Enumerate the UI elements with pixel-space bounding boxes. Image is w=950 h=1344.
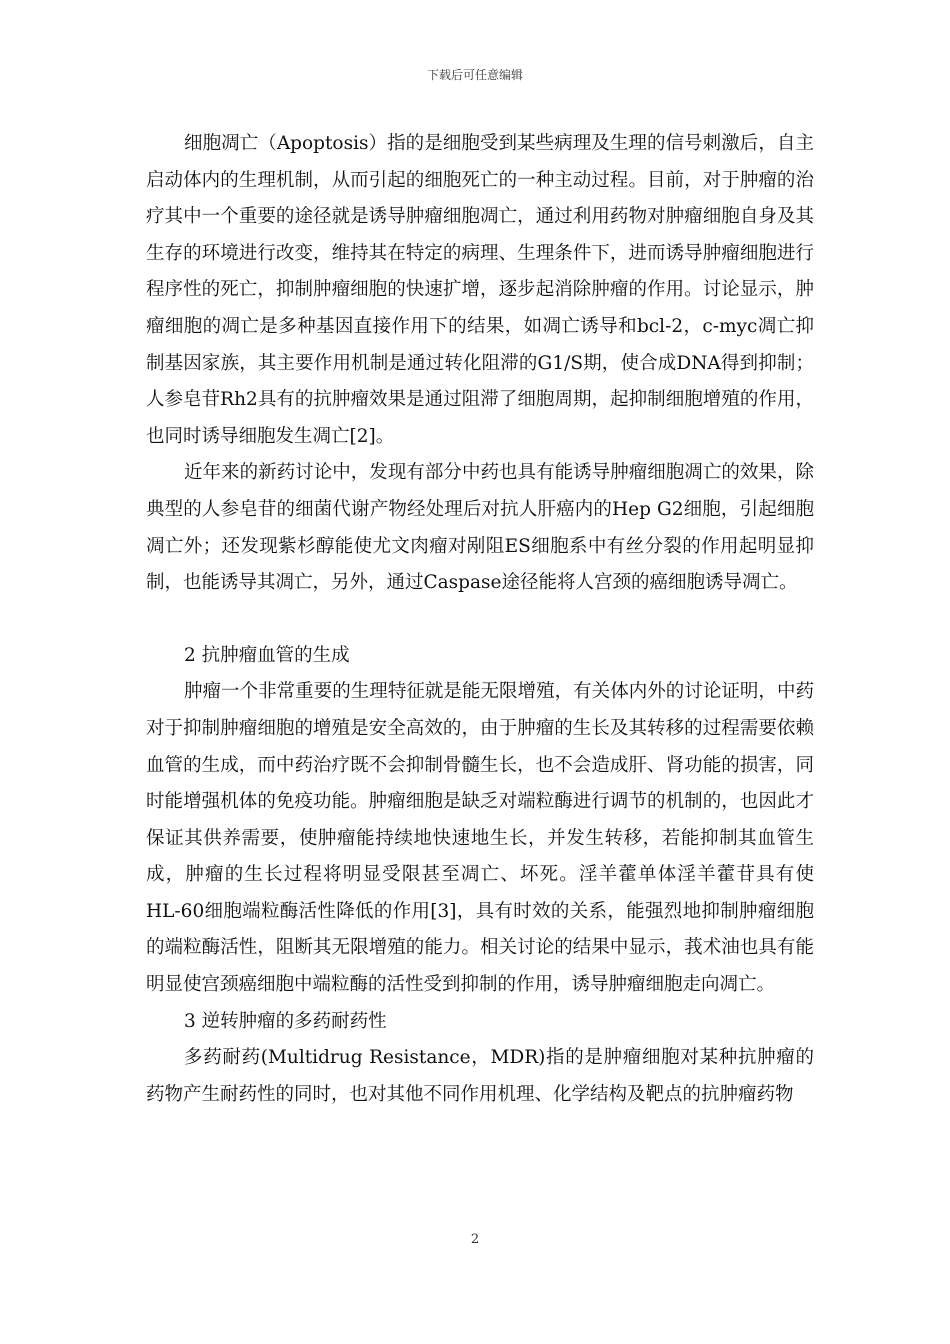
page-number: 2 <box>470 1232 480 1247</box>
paragraph-angiogenesis: 肿瘤一个非常重要的生理特征就是能无限增殖，有关体内外的讨论证明，中药对于抑制肿瘤细胞的增殖是安全高效的，由于肿瘤的生长及其转移的过程需要依赖血管的生成，而中药治疗既不会抑制骨髓生长，也不会造成肝、肾功能的损害，同时能增强机体的免疫功能。肿瘤细胞是缺乏对端粒酶进行调节的机制的，也因此才保证其供养需要，使肿瘤能持续地快速地生长，并发生转移，若能抑制其血管生成，肿瘤的生长过程将明显受限甚至凋亡、坏死。淫羊藿单体淫羊藿苷具有使 HL-60细胞端粒酶活性降低的作用[3]，具有时效的关系，能强烈地抑制肿瘤细胞的端粒酶活性，阻断其无限增殖的能力。相关讨论的结果中显示，莪术油也具有能明显使宫颈癌细胞中端粒酶的活性受到抑制的作用，诱导肿瘤细胞走向凋亡。 <box>146 681 814 996</box>
section-heading-3: 3 逆转肿瘤的多药耐药性 <box>184 1010 387 1032</box>
paragraph-mdr: 多药耐药(Multidrug Resistance，MDR)指的是肿瘤细胞对某种抗肿瘤的药物产生耐药性的同时，也对其他不同作用机理、化学结构及靶点的抗肿瘤药物 <box>146 1047 814 1105</box>
document-body <box>146 126 814 1113</box>
section-heading-2: 2 抗肿瘤血管的生成 <box>184 644 350 666</box>
page-header: 下载后可任意编辑 <box>426 68 523 82</box>
paragraph-apoptosis: 细胞凋亡（Apoptosis）指的是细胞受到某些病理及生理的信号刺激后，自主启动体内的生理机制，从而引起的细胞死亡的一种主动过程。目前，对于肿瘤的治疗其中一个重要的途径就是诱导肿瘤细胞凋亡，通过利用药物对肿瘤细胞自身及其生存的环境进行改变，维持其在特定的病理、生理条件下，进而诱导肿瘤细胞进行程序性的死亡，抑制肿瘤细胞的快速扩增，逐步起消除肿瘤的作用。讨论显示，肿瘤细胞的凋亡是多种基因直接作用下的结果，如凋亡诱导和bcl-2，c-myc凋亡抑制基因家族，其主要作用机制是通过转化阻滞的G1/S期，使合成DNA得到抑制；人参皂苷Rh2具有的抗肿瘤效果是通过阻滞了细胞周期，起抑制细胞增殖的作用，也同时诱导细胞发生凋亡[2]。 <box>146 133 814 447</box>
paragraph-gap <box>146 602 814 638</box>
paragraph-new-drug-research: 近年来的新药讨论中，发现有部分中药也具有能诱导肿瘤细胞凋亡的效果，除典型的人参皂苷的细菌代谢产物经处理后对抗人肝癌内的Hep G2细胞，引起细胞凋亡外；还发现紫杉醇能使尤文肉瘤对剐阻ES细胞系中有丝分裂的作用起明显抑制，也能诱导其凋亡，另外，通过Caspase途径能将人宫颈的癌细胞诱导凋亡。 <box>146 462 814 594</box>
